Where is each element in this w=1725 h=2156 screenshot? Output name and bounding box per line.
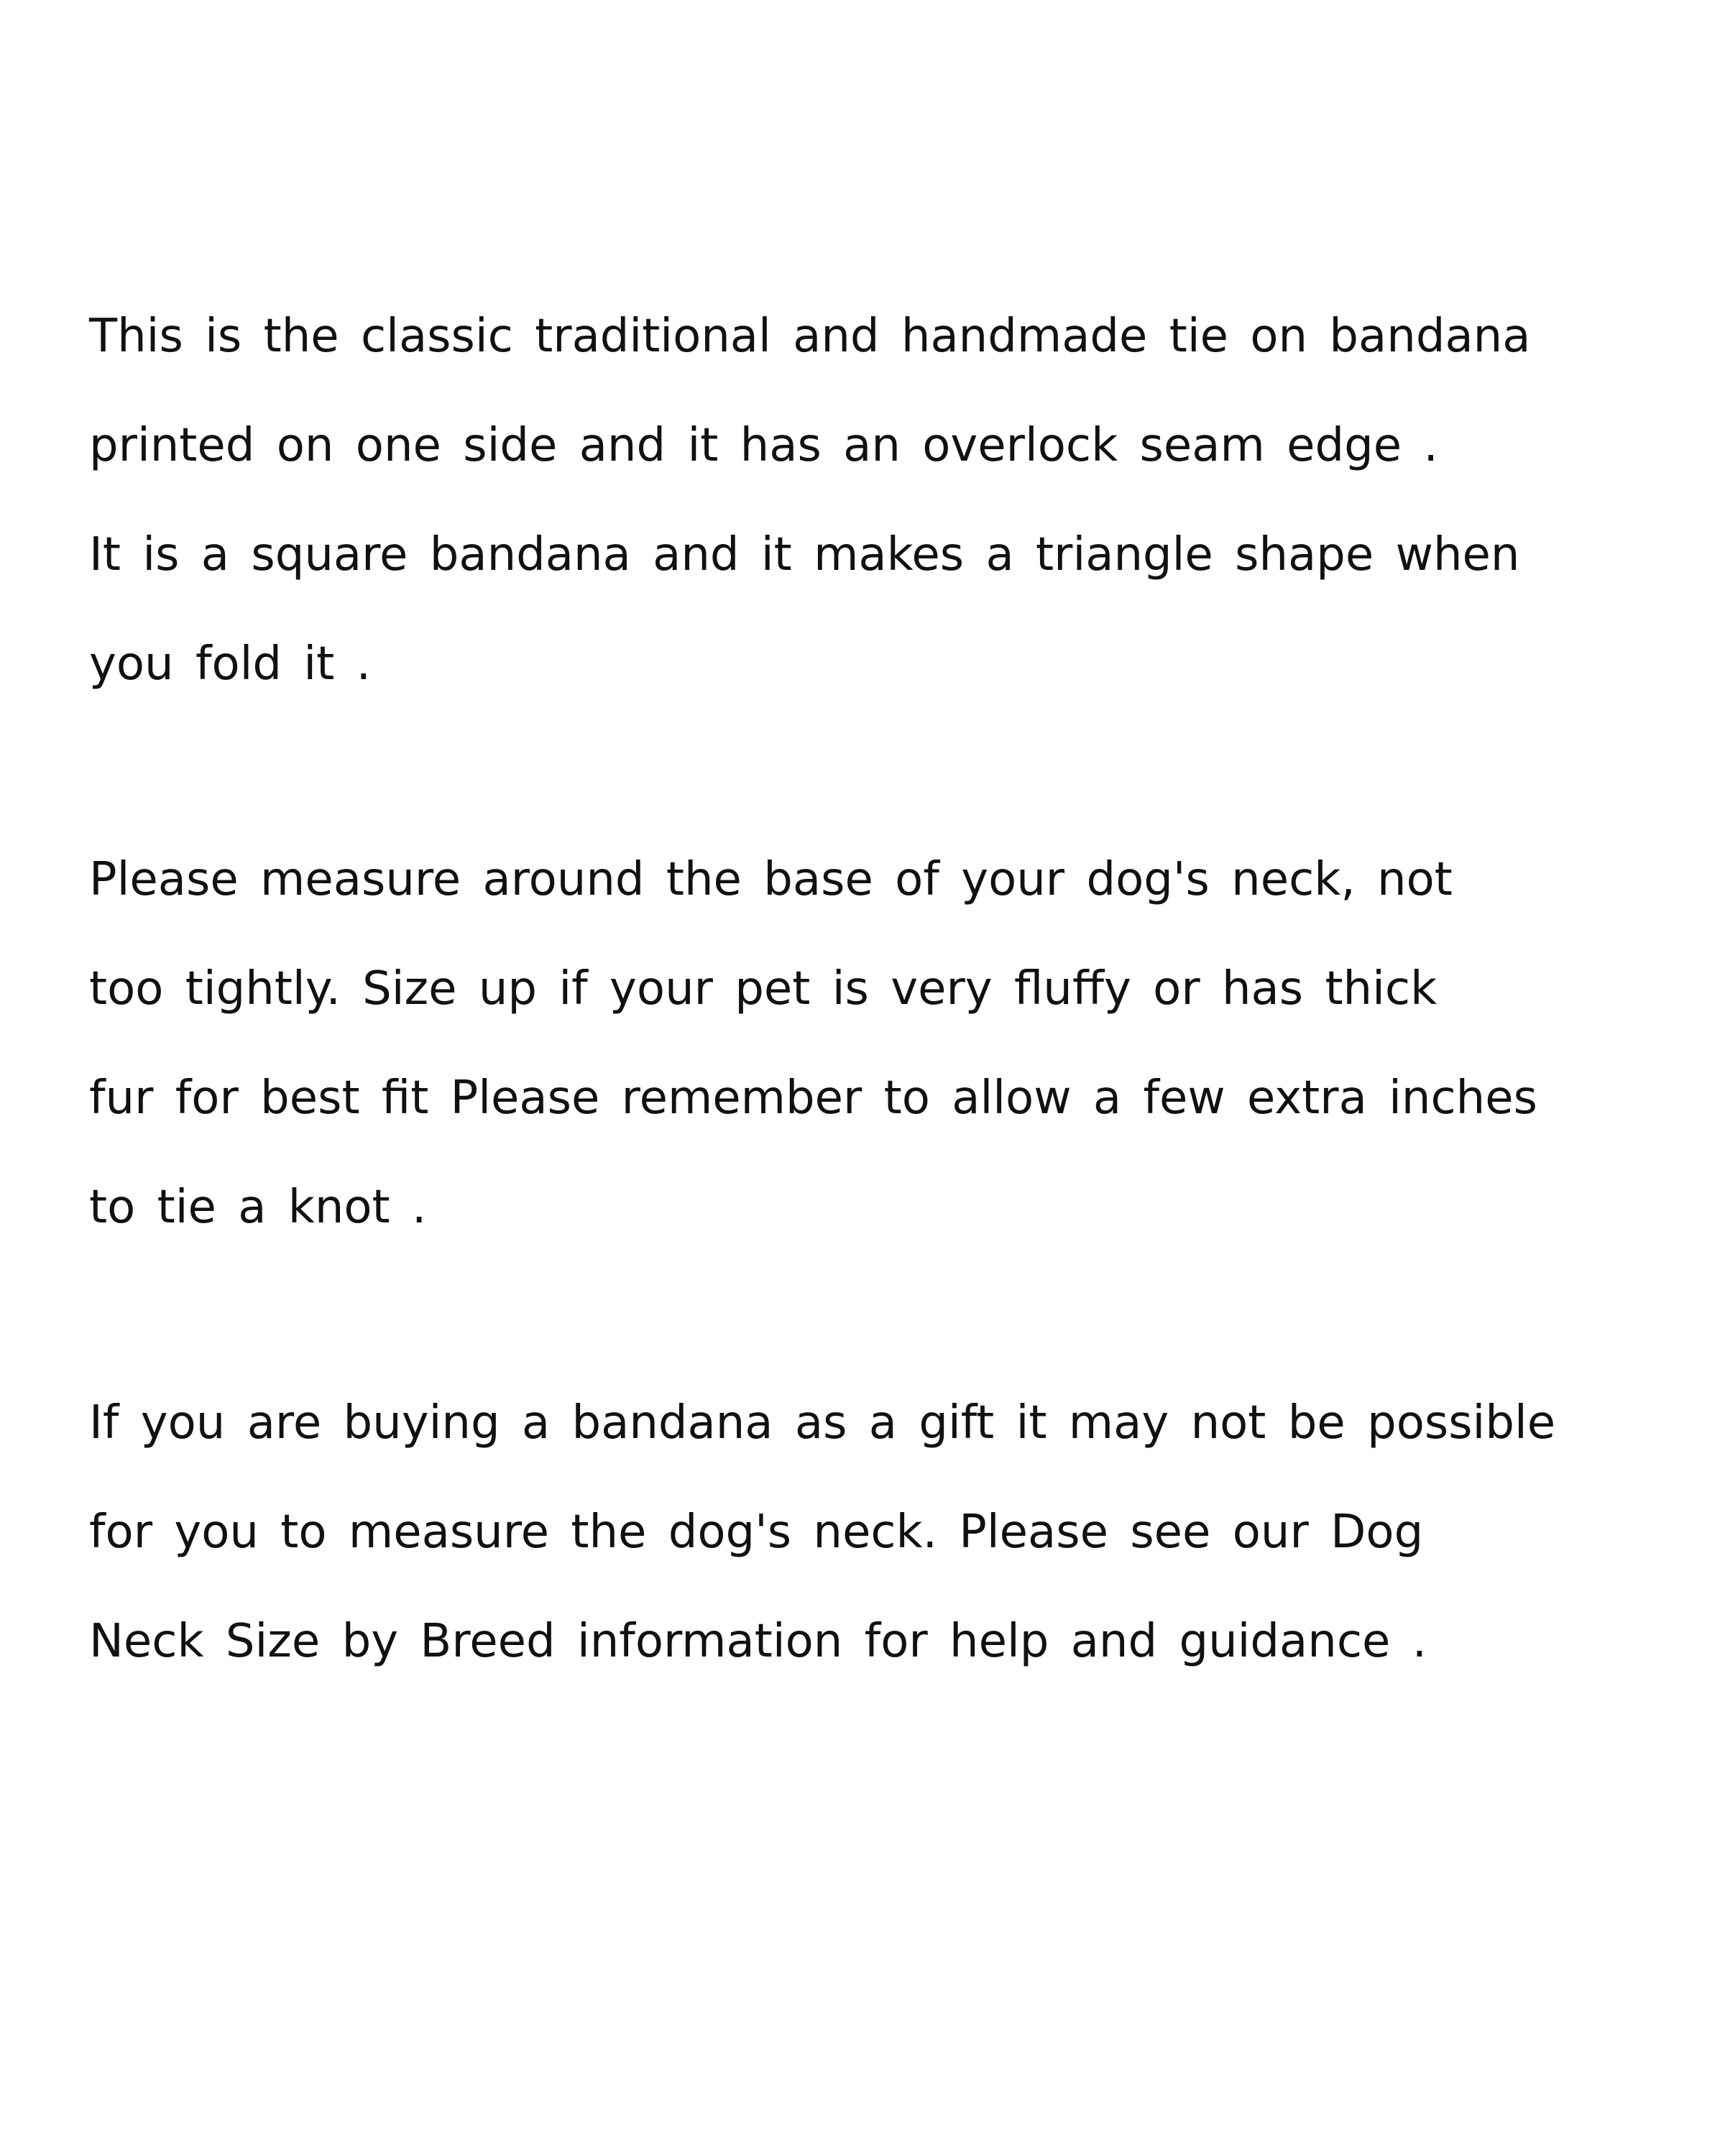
text-line: Please measure around the base of your dog's neck, not [89,853,1453,906]
text-line: This is the classic traditional and handmade tie on bandana [89,310,1531,363]
text-line: printed on one side and it has an overlock seam edge . [89,419,1438,472]
text-line: to tie a knot . [89,1181,427,1234]
text-line: If you are buying a bandana as a gift it may not be possible [89,1396,1556,1450]
text-line: you fold it . [89,637,371,691]
text-line: too tightly. Size up if your pet is very fluffy or has thick [89,962,1438,1015]
text-line: Neck Size by Breed information for help and guidance . [89,1615,1427,1668]
text-line: for you to measure the dog's neck. Please see our Dog [89,1506,1424,1559]
text-line: fur for best fit Please remember to allow a few extra inches [89,1072,1537,1125]
text-line: It is a square bandana and it makes a triangle shape when [89,528,1520,581]
